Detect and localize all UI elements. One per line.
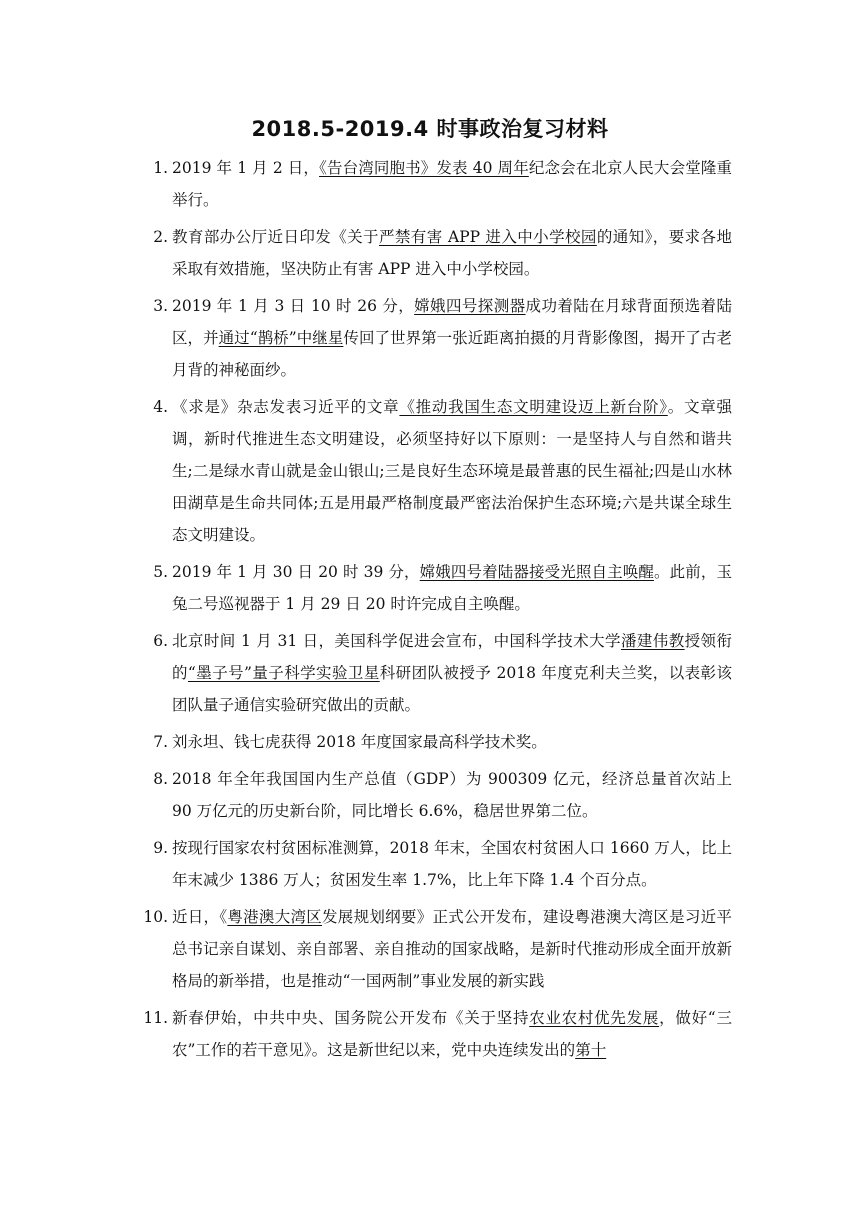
- underlined-text: 《推动我国生态文明建设迈上新台阶》: [399, 398, 668, 416]
- item-number: 3.: [153, 297, 168, 315]
- underlined-text: 《告台湾同胞书》发表 40 周年: [319, 159, 529, 177]
- item-number: 7.: [153, 733, 168, 751]
- text-segment: 发展规划纲要》正式公开发布，建设粤港澳大湾区是习近平总书记亲自谋划、亲自部署、亲自推动的国家战略，是新时代推动形成全面开放新格局的新举措，也是推动“一国两制”事业发展的新实践: [172, 908, 732, 990]
- item-text: [172, 221, 732, 285]
- underlined-text: 嫦娥四号探测器: [414, 297, 526, 315]
- item-text: [172, 625, 732, 721]
- item-text: [172, 763, 732, 827]
- list-item: [138, 726, 732, 758]
- text-segment: 按现行国家农村贫困标准测算，2018 年末，全国农村贫困人口 1660 万人，比上年末减少 1386 万人；贫困发生率 1.7%，比上年下降 1.4 个百分点。: [172, 839, 732, 889]
- item-text: [172, 556, 732, 620]
- text-segment: 纪念会在北京人民大会堂隆重举行。: [172, 159, 732, 209]
- list-item: [138, 1002, 732, 1066]
- text-segment: 刘永坦、钱七虎获得 2018 年度国家最高科学技术奖。: [172, 733, 547, 751]
- text-segment: 2019 年 1 月 30 日 20 时 39 分，: [172, 563, 420, 581]
- text-segment: 2019 年 1 月 3 日 10 时 26 分，: [172, 297, 415, 315]
- list-item: [138, 391, 732, 551]
- item-number: 6.: [153, 632, 168, 650]
- item-text: [172, 152, 732, 216]
- text-segment: 授领衔的: [172, 632, 732, 682]
- document-title: 2018.5-2019.4 时事政治复习材料: [251, 117, 609, 141]
- underlined-text: “墨子号”量子科学实验卫星: [187, 664, 380, 682]
- item-text: [172, 391, 732, 551]
- list-item: [138, 901, 732, 997]
- text-segment: 北京时间 1 月 31 日，美国科学促进会宣布，中国科学技术大学: [172, 632, 621, 650]
- item-text: [172, 901, 732, 997]
- underlined-text: 潘建伟教: [620, 632, 685, 650]
- item-number: 2.: [153, 228, 168, 246]
- text-segment: 传回了世界第一张近距离拍摄的月背影像图，揭开了古老月背的神秘面纱。: [172, 329, 732, 379]
- underlined-text: 通过“鹊桥”中继星: [218, 329, 344, 347]
- news-list: [138, 152, 732, 1071]
- underlined-text: 严禁有害 APP 进入中小学校园: [378, 228, 597, 246]
- item-number: 9.: [153, 839, 168, 857]
- item-text: [172, 726, 732, 758]
- item-number: 5.: [153, 563, 168, 581]
- underlined-text: 第十: [575, 1041, 607, 1059]
- text-segment: 《求是》杂志发表习近平的文章: [172, 398, 400, 416]
- text-segment: 的通知》，要求各地采取有效措施，坚决防止有害 APP 进入中小学校园。: [172, 228, 732, 278]
- list-item: [138, 625, 732, 721]
- item-number: 1.: [153, 159, 168, 177]
- text-segment: 2019 年 1 月 2 日，: [172, 159, 320, 177]
- text-segment: 教育部办公厅近日印发《关于: [172, 228, 379, 246]
- text-segment: 。此前，玉兔二号巡视器于 1 月 29 日 20 时许完成自主唤醒。: [172, 563, 732, 613]
- item-number: 8.: [153, 770, 168, 788]
- item-number: 11.: [143, 1009, 168, 1027]
- text-segment: 科研团队被授予 2018 年度克利夫兰奖，以表彰该团队量子通信实验研究做出的贡献。: [172, 664, 732, 714]
- list-item: [138, 556, 732, 620]
- item-number: 10.: [143, 908, 168, 926]
- list-item: [138, 763, 732, 827]
- text-segment: 。文章强调，新时代推进生态文明建设，必须坚持好以下原则：一是坚持人与自然和谐共生;二是绿水青山就是金山银山;三是良好生态环境是最普惠的民生福祉;四是山水林田湖草是生命共同体;五是用最严格制度最严密法治保护生态环境;六是共谋全球生态文明建设。: [172, 398, 732, 544]
- item-text: [172, 1002, 732, 1066]
- item-number: 4.: [153, 398, 168, 416]
- text-segment: 近日，《: [172, 908, 228, 926]
- list-item: [138, 832, 732, 896]
- text-segment: 2018 年全年我国国内生产总值（GDP）为 900309 亿元，经济总量首次站上 90 万亿元的历史新台阶，同比增长 6.6%，稳居世界第二位。: [172, 770, 732, 820]
- item-text: [172, 832, 732, 896]
- underlined-text: 农业农村优先发展: [529, 1009, 660, 1027]
- list-item: [138, 290, 732, 386]
- list-item: [138, 221, 732, 285]
- text-segment: 新春伊始，中共中央、国务院公开发布《关于坚持: [172, 1009, 530, 1027]
- text-segment: ，做好“三农”工作的若干意见》。这是新世纪以来，党中央连续发出的: [172, 1009, 732, 1059]
- underlined-text: 嫦娥四号着陆器接受光照自主唤醒: [419, 563, 654, 581]
- underlined-text: 粤港澳大湾区: [227, 908, 323, 926]
- item-text: [172, 290, 732, 386]
- list-item: [138, 152, 732, 216]
- text-segment: 成功着陆在月球背面预选着陆区，并: [172, 297, 732, 347]
